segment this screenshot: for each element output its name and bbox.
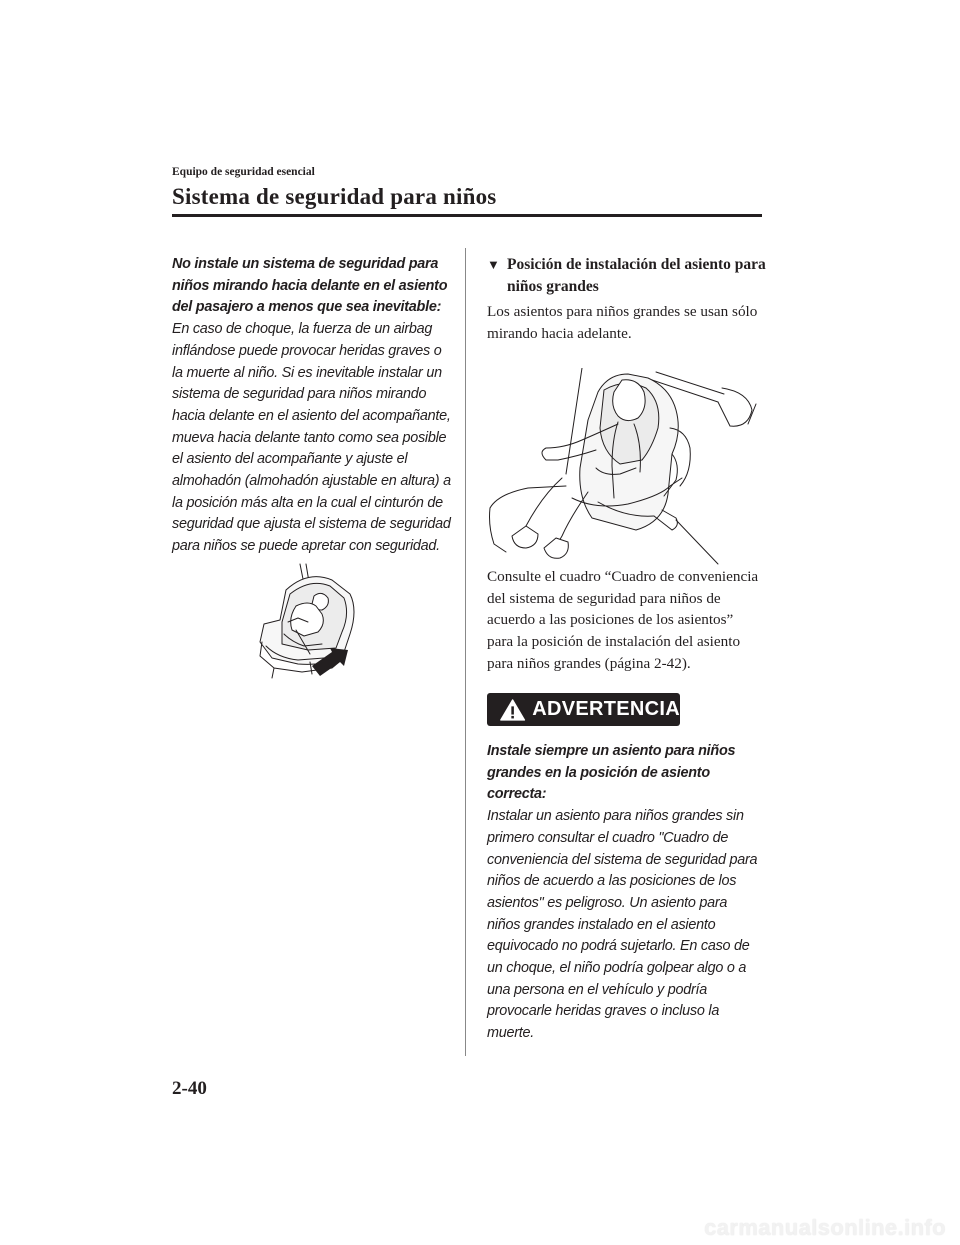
forward-child-seat-illustration bbox=[252, 562, 362, 680]
right-warning-body: Instalar un asiento para niños grandes sin primero consultar el cuadro "Cuadro de conveniencia del sistema de seguridad para niños de acuerdo a las posiciones de los asientos" es peligroso. Un asiento para niños grandes instalado en el asiento equivocado no podrá sujetarlo. En caso de un choque, el niño podría golpear algo o a una persona en el vehículo y podría provocarle heridas graves o incluso la muerte. bbox=[487, 808, 758, 1042]
section-heading bbox=[487, 254, 767, 297]
watermark: carmanualsonline.info bbox=[704, 1215, 946, 1240]
column-divider bbox=[465, 248, 466, 1056]
header-section-label: Equipo de seguridad esencial bbox=[172, 166, 315, 178]
section-heading-text: Posición de instalación del asiento para niños grandes bbox=[507, 256, 766, 295]
page-title: Sistema de seguridad para niños bbox=[172, 184, 497, 209]
right-warning-block bbox=[487, 741, 763, 1045]
intro-paragraph: Los asientos para niños grandes se usan sólo mirando hacia adelante. bbox=[487, 303, 758, 342]
booster-seat-illustration bbox=[486, 368, 762, 566]
left-warning-block bbox=[172, 254, 454, 558]
advertencia-label: ADVERTENCIA bbox=[532, 698, 680, 720]
triangle-down-icon: ▼ bbox=[487, 257, 500, 272]
warning-triangle-icon bbox=[499, 697, 526, 723]
advertencia-badge bbox=[487, 693, 680, 726]
left-warning-body: En caso de choque, la fuerza de un airbag inflándose puede provocar heridas graves o la muerte al niño. Si es inevitable instalar un sistema de seguridad para niños mirando hacia delante en el asiento del acompañante, mueva hacia delante tanto como sea posible el asiento del acompañante y ajuste el almohadón (almohadón ajustable en altura) a la posición más alta en la cual el cinturón de seguridad que ajusta el sistema de seguridad para niños se puede apretar con seguridad. bbox=[172, 321, 451, 555]
right-warning-heading: Instale siempre un asiento para niños grandes en la posición de asiento correcta: bbox=[487, 743, 736, 803]
footer bbox=[0, 1200, 960, 1245]
header-rule bbox=[172, 214, 762, 217]
reference-paragraph: Consulte el cuadro “Cuadro de conveniencia del sistema de seguridad para niños de acuerdo a las posiciones de los asientos” para la posición de instalación del asiento para niños grandes (página 2-42). bbox=[487, 568, 759, 672]
left-warning-heading: No instale un sistema de seguridad para niños mirando hacia delante en el asiento del pasajero a menos que sea inevitable: bbox=[172, 256, 448, 316]
page-number: 2-40 bbox=[172, 1078, 207, 1099]
